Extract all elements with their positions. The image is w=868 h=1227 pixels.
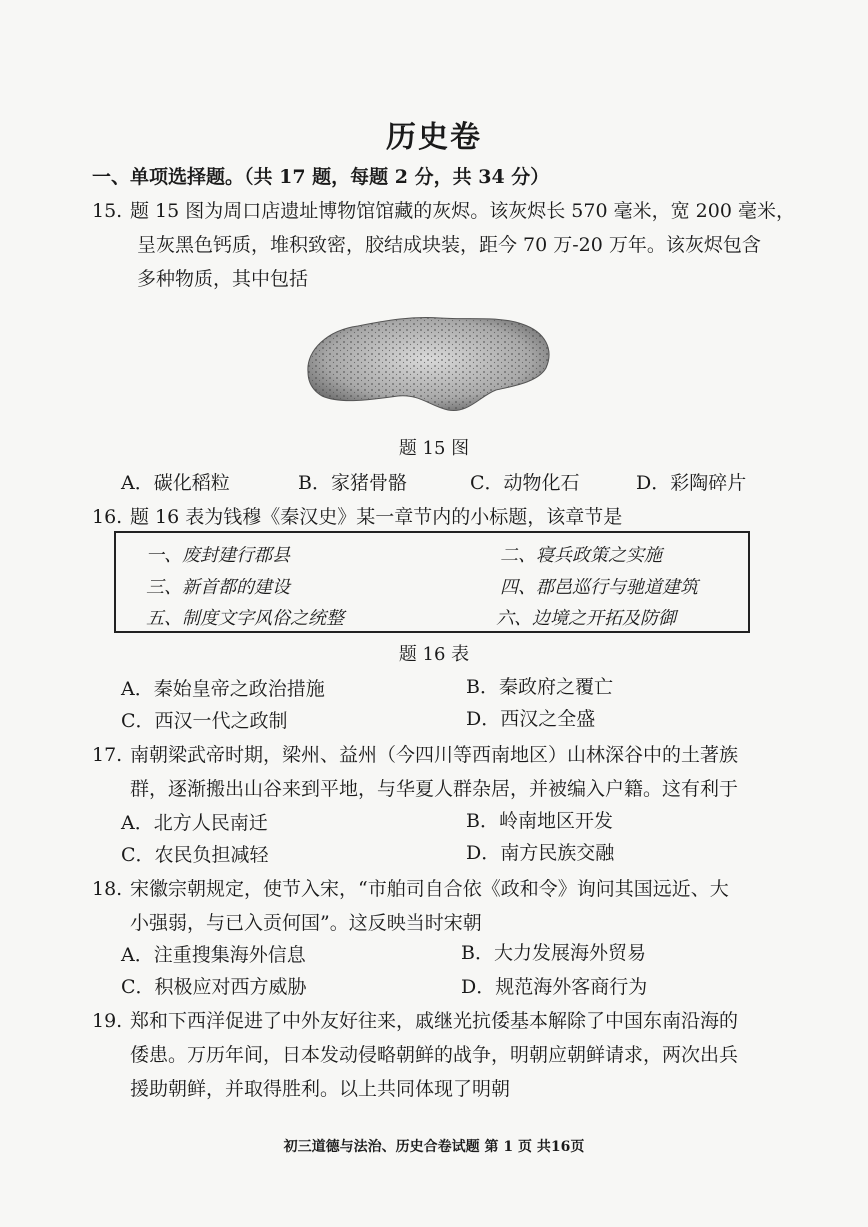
question-18 [92,872,729,940]
option-d: D．规范海外客商行为 [461,976,648,998]
question-number: 16. [92,506,123,528]
question-line: 小强弱，与已入贡何国”。这反映当时宋朝 [130,912,482,934]
page-title: 历史卷 [386,120,482,155]
option-a: A．北方人民南迁 [121,812,268,834]
question-line: 南朝梁武帝时期，梁州、益州（今四川等西南地区）山林深谷中的土著族 [130,744,739,766]
table-cell: 三、新首都的建设 [146,577,290,598]
option-a: A．秦始皇帝之政治措施 [121,678,325,700]
option-c: C．积极应对西方威胁 [121,976,307,998]
figure-caption: 题 15 图 [398,438,470,459]
option-a: A．碳化稻粒 [121,472,230,494]
option-a: A．注重搜集海外信息 [121,944,306,966]
ash-specimen-figure [300,310,558,422]
option-d: D．西汉之全盛 [466,708,596,730]
table-caption: 题 16 表 [398,644,470,665]
question-19 [92,1004,738,1106]
table-cell: 二、寝兵政策之实施 [500,545,662,566]
question-number: 17. [92,744,123,766]
page-footer: 初三道德与法治、历史合卷试题 第 1 页 共16页 [283,1139,585,1155]
chapter-subtitle-table [114,531,750,633]
question-17 [92,738,738,806]
option-c: C．西汉一代之政制 [121,710,288,732]
question-number: 19. [92,1010,123,1032]
question-line: 题 15 图为周口店遗址博物馆馆藏的灰烬。该灰烬长 570 毫米，宽 200 毫米， [130,200,795,222]
option-d: D．彩陶碎片 [636,472,747,494]
option-b: B．大力发展海外贸易 [461,942,646,964]
table-cell: 一、废封建行郡县 [146,545,290,566]
option-c: C．动物化石 [470,472,580,494]
question-line: 郑和下西洋促进了中外友好往来，戚继光抗倭基本解除了中国东南沿海的 [130,1010,739,1032]
question-stem: 题 16 表为钱穆《秦汉史》某一章节内的小标题，该章节是 [130,506,623,528]
question-line: 群，逐渐搬出山谷来到平地，与华夏人群杂居，并被编入户籍。这有利于 [130,778,739,800]
question-line: 多种物质，其中包括 [137,268,309,290]
question-line: 宋徽宗朝规定，使节入宋，“市舶司自合依《政和令》询问其国远近、大 [130,878,729,900]
table-cell: 五、制度文字风俗之统整 [146,608,344,629]
question-16 [92,500,622,534]
option-b: B．家猪骨骼 [298,472,407,494]
table-cell: 六、边境之开拓及防御 [496,608,676,629]
question-line: 倭患。万历年间，日本发动侵略朝鲜的战争，明朝应朝鲜请求，两次出兵 [130,1044,739,1066]
table-cell: 四、郡邑巡行与驰道建筑 [500,577,698,598]
section-heading: 一、单项选择题。（共 17 题，每题 2 分，共 34 分） [92,166,550,188]
option-d: D．南方民族交融 [466,842,615,864]
option-b: B．秦政府之覆亡 [466,676,613,698]
question-number: 18. [92,878,123,900]
option-b: B．岭南地区开发 [466,810,613,832]
question-line: 呈灰黑色钙质，堆积致密，胶结成块装，距今 70 万-20 万年。该灰烬包含 [137,234,761,256]
question-number: 15. [92,200,123,222]
option-c: C．农民负担减轻 [121,844,269,866]
question-line: 援助朝鲜，并取得胜利。以上共同体现了明朝 [130,1078,511,1100]
question-15 [92,194,795,296]
